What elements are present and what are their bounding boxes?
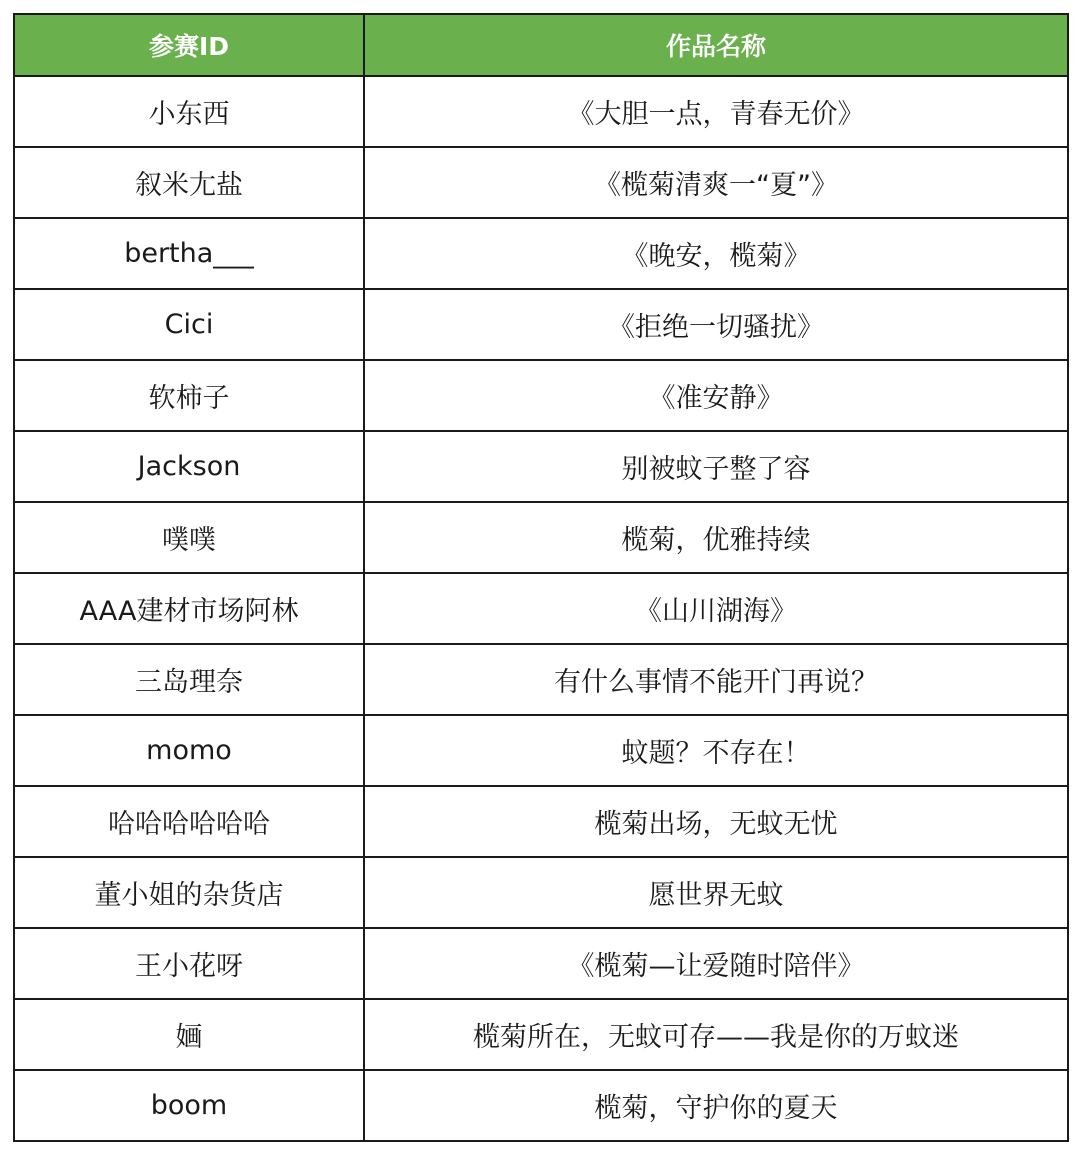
table-row bbox=[14, 502, 1068, 573]
cell-participant-id: 董小姐的杂货店 bbox=[14, 857, 364, 928]
table-row bbox=[14, 857, 1068, 928]
cell-entry-title: 《榄菊—让爱随时陪伴》 bbox=[364, 928, 1068, 999]
cell-entry-title: 有什么事情不能开门再说？ bbox=[364, 644, 1068, 715]
cell-participant-id: 三岛理奈 bbox=[14, 644, 364, 715]
cell-participant-id: bertha___ bbox=[14, 218, 364, 289]
cell-entry-title: 《大胆一点，青春无价》 bbox=[364, 76, 1068, 147]
cell-entry-title: 榄菊所在，无蚊可存——我是你的万蚊迷 bbox=[364, 999, 1068, 1070]
cell-participant-id: momo bbox=[14, 715, 364, 786]
table-row bbox=[14, 431, 1068, 502]
table-row bbox=[14, 1070, 1068, 1141]
column-header-title: 作品名称 bbox=[364, 14, 1068, 76]
cell-entry-title: 榄菊，优雅持续 bbox=[364, 502, 1068, 573]
cell-entry-title: 蚊题？不存在！ bbox=[364, 715, 1068, 786]
table-header-row bbox=[14, 14, 1068, 76]
entries-table bbox=[13, 13, 1069, 1142]
table-row bbox=[14, 786, 1068, 857]
cell-participant-id: Cici bbox=[14, 289, 364, 360]
table-row bbox=[14, 573, 1068, 644]
cell-participant-id: 软柿子 bbox=[14, 360, 364, 431]
cell-participant-id: Jackson bbox=[14, 431, 364, 502]
cell-entry-title: 《山川湖海》 bbox=[364, 573, 1068, 644]
table-row bbox=[14, 644, 1068, 715]
cell-participant-id: 噗噗 bbox=[14, 502, 364, 573]
cell-entry-title: 《准安静》 bbox=[364, 360, 1068, 431]
cell-entry-title: 《榄菊清爽一“夏”》 bbox=[364, 147, 1068, 218]
cell-entry-title: 榄菊，守护你的夏天 bbox=[364, 1070, 1068, 1141]
table-row bbox=[14, 928, 1068, 999]
table-row bbox=[14, 147, 1068, 218]
cell-participant-id: boom bbox=[14, 1070, 364, 1141]
cell-participant-id: 哈哈哈哈哈哈 bbox=[14, 786, 364, 857]
table-row bbox=[14, 289, 1068, 360]
cell-entry-title: 榄菊出场，无蚊无忧 bbox=[364, 786, 1068, 857]
column-header-id: 参赛ID bbox=[14, 14, 364, 76]
cell-entry-title: 别被蚊子整了容 bbox=[364, 431, 1068, 502]
table-row bbox=[14, 360, 1068, 431]
table-row bbox=[14, 76, 1068, 147]
cell-entry-title: 《拒绝一切骚扰》 bbox=[364, 289, 1068, 360]
cell-entry-title: 愿世界无蚊 bbox=[364, 857, 1068, 928]
cell-participant-id: AAA建材市场阿林 bbox=[14, 573, 364, 644]
cell-participant-id: 小东西 bbox=[14, 76, 364, 147]
table-row bbox=[14, 218, 1068, 289]
cell-participant-id: 王小花呀 bbox=[14, 928, 364, 999]
table-row bbox=[14, 999, 1068, 1070]
table-row bbox=[14, 715, 1068, 786]
cell-participant-id: 婳 bbox=[14, 999, 364, 1070]
cell-entry-title: 《晚安，榄菊》 bbox=[364, 218, 1068, 289]
cell-participant-id: 叙米尢盐 bbox=[14, 147, 364, 218]
